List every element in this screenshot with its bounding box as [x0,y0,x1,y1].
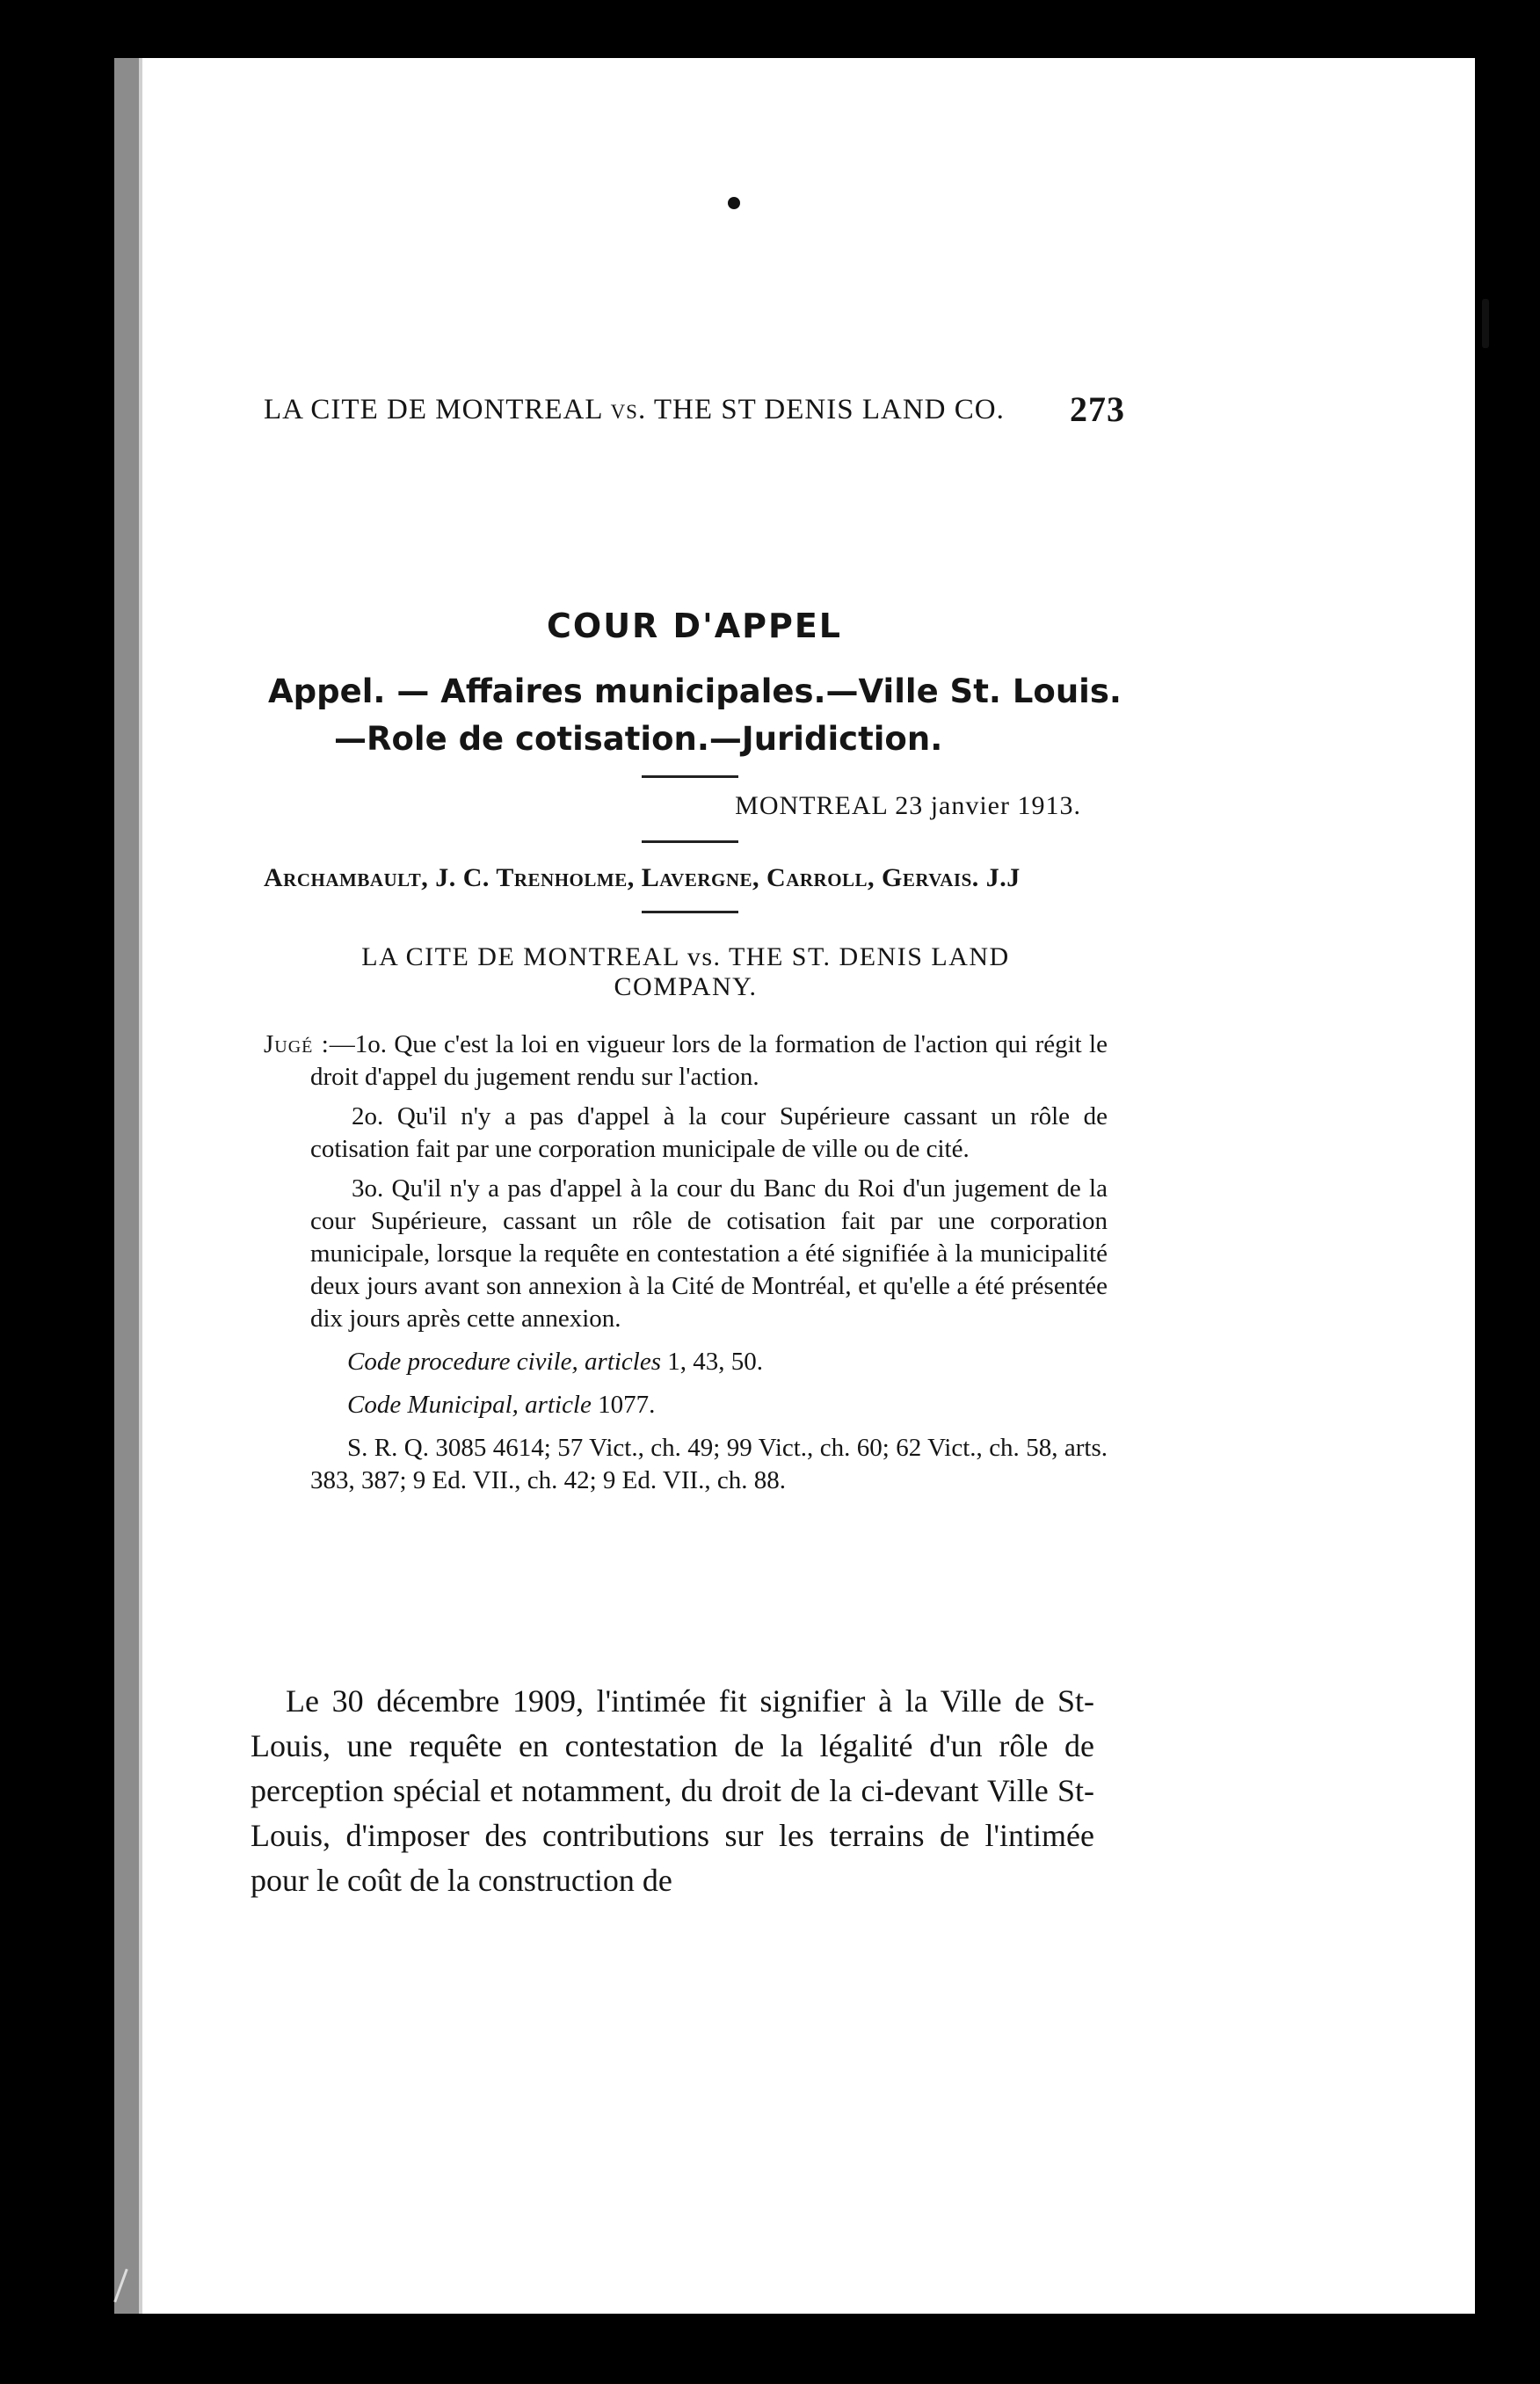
parties-line-1: LA CITE DE MONTREAL vs. THE ST. DENIS LAND [361,942,1010,971]
book-gutter [114,58,139,2314]
page-number: 273 [1070,389,1125,429]
body-paragraph: Le 30 décembre 1909, l'intimée fit signifier à la Ville de St-Louis, une requête en contestation de la légalité d'un rôle de perception spécial et notamment, du droit de la ci-devant Ville St-Louis, d'imposer des contributions sur les terrains de l'intimée pour le coût de la construction de [251,1683,1094,1898]
citation-code-procedure-rest: 1, 43, 50. [661,1348,764,1376]
holding-1 [264,1028,1108,1094]
headnote-line-2: —Role de cotisation.—Juridiction. [334,720,943,758]
running-head-title: LA CITE DE MONTREAL vs. THE ST DENIS LAND CO. [264,394,1005,425]
citation-code-municipal-rest: 1077. [591,1391,656,1419]
citation-statutes: S. R. Q. 3085 4614; 57 Vict., ch. 49; 99 Vict., ch. 60; 62 Vict., ch. 58, arts. 383, 387; 9 Ed. VII., ch. 42; 9 Ed. VII., ch. 88. [310,1434,1108,1494]
holding-3: 3o. Qu'il n'y a pas d'appel à la cour du Banc du Roi d'un jugement de la cour Supérieure, cassant un rôle de cotisation fait par une corporation municipale, lorsque la requête en contestation a été signifiée à la municipalité deux jours avant son annexion à la Cité de Montréal, et qu'elle a été présentée dix jours après cette annexion. [310,1174,1108,1333]
citation-code-municipal [264,1389,1108,1421]
scan-mark [1482,299,1489,348]
holding-2: 2o. Qu'il n'y a pas d'appel à la cour Supérieure cassant un rôle de cotisation fait par une corporation municipale de ville ou de cité. [310,1102,1108,1163]
page-edge [139,58,142,2314]
running-head [264,389,1125,429]
judgment-summary [264,1028,1108,1497]
judges-line: Archambault, J. C. Trenholme, Lavergne, Carroll, Gervais. J.J [264,863,1021,892]
divider-rule [642,911,738,913]
parties-line-2: COMPANY. [614,972,758,1001]
case-parties [264,942,1108,1002]
court-heading: COUR D'APPEL [547,607,842,645]
dateline: MONTREAL 23 janvier 1913. [735,791,1081,820]
citation-code-procedure-italic: Code procedure civile, articles [347,1348,662,1376]
headnote [268,668,1125,763]
divider-rule [642,840,738,843]
headnote-line-1: Appel. — Affaires municipales.—Ville St. Louis. [268,672,1122,710]
body-text [251,1679,1094,1903]
divider-rule [642,775,738,778]
holding-1-text: —1o. Que c'est la loi en vigueur lors de la formation de l'action qui régit le droit d'appel du jugement rendu sur l'action. [310,1030,1108,1091]
ink-dot [728,197,740,209]
citation-code-procedure [264,1346,1108,1378]
juge-label: Jugé : [264,1030,330,1058]
citation-code-municipal-italic: Code Municipal, article [347,1391,592,1419]
